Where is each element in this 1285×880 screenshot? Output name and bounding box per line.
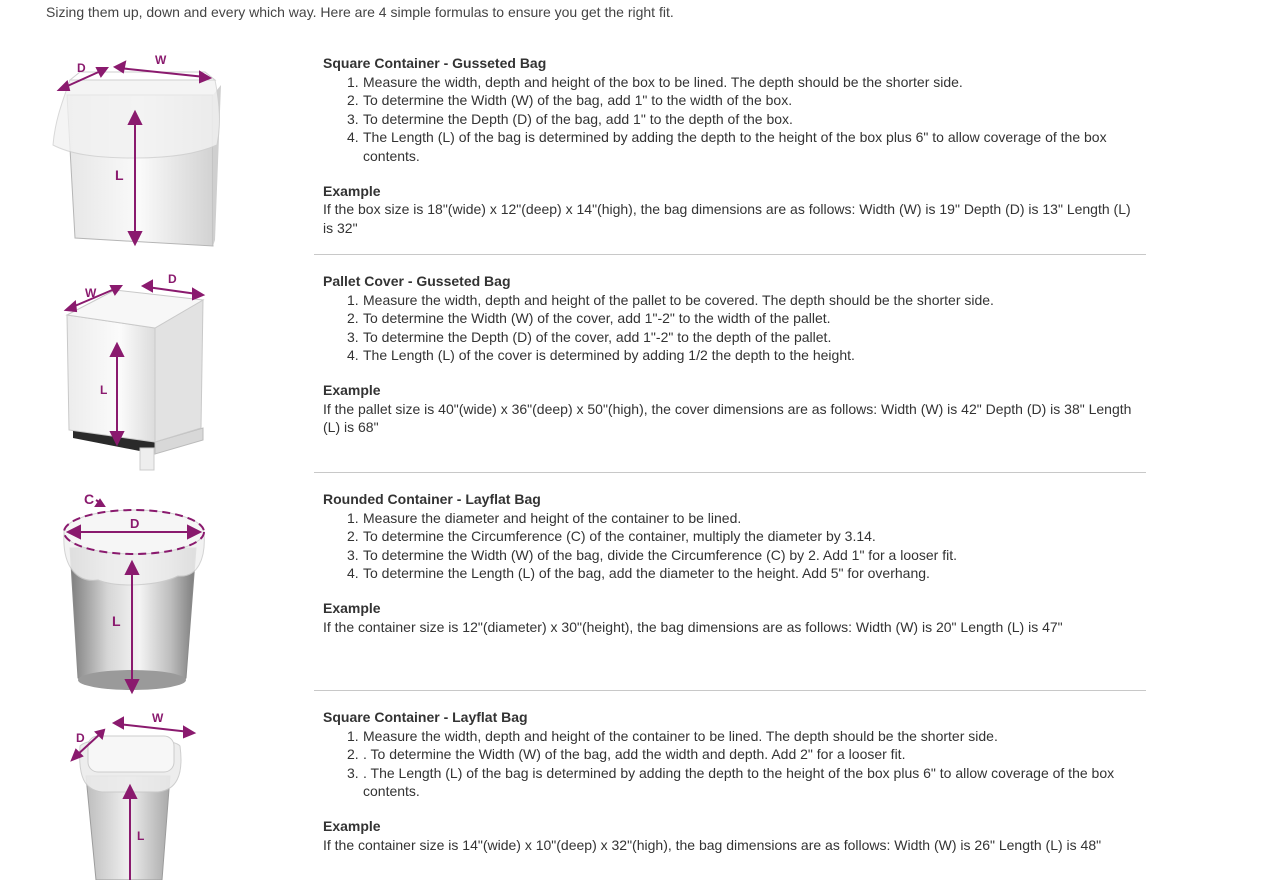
example-text: If the container size is 12"(diameter) x 30"(height), the bag dimensions are as follows: Width (W) is 20" Length (L) is 47" bbox=[323, 618, 1063, 635]
example-heading: Example bbox=[323, 599, 381, 616]
length-label: L bbox=[115, 167, 124, 183]
section-divider bbox=[314, 690, 1146, 691]
step-item: 2. . To determine the Width (W) of the bag, add the width and depth. Add 2" for a looser fit. bbox=[347, 746, 906, 763]
section-divider bbox=[314, 472, 1146, 473]
section-rounded-layflat bbox=[323, 490, 1138, 636]
section-title: Rounded Container - Layflat Bag bbox=[323, 491, 541, 507]
steps-list bbox=[323, 509, 1138, 583]
depth-label: D bbox=[168, 272, 177, 286]
steps-list bbox=[323, 291, 1138, 365]
example-text: If the container size is 14"(wide) x 10"(deep) x 32"(high), the bag dimensions are as follows: Width (W) is 26" Length (L) is 48" bbox=[323, 836, 1102, 853]
section-pallet-cover bbox=[323, 272, 1138, 437]
step-item: 2. To determine the Width (W) of the bag, add 1" to the width of the box. bbox=[347, 92, 793, 109]
rounded-container-illustration bbox=[58, 488, 258, 698]
example-text: If the pallet size is 40"(wide) x 36"(deep) x 50"(high), the cover dimensions are as follows: Width (W) is 42" Depth (D) is 38" Length (L) is 68" bbox=[323, 400, 1132, 436]
step-item: 2. To determine the Width (W) of the cover, add 1"-2" to the width of the pallet. bbox=[347, 310, 831, 327]
example-heading: Example bbox=[323, 817, 381, 834]
step-item: 4. The Length (L) of the bag is determined by adding the depth to the height of the box plus 6" to allow coverage of the box contents. bbox=[347, 129, 1107, 164]
width-label: W bbox=[155, 53, 167, 67]
section-square-layflat bbox=[323, 708, 1138, 854]
length-label: L bbox=[112, 613, 121, 629]
step-item: 1. Measure the diameter and height of the container to be lined. bbox=[347, 509, 742, 526]
section-divider bbox=[314, 254, 1146, 255]
steps-list bbox=[323, 727, 1138, 801]
step-item: 3. To determine the Width (W) of the bag, divide the Circumference (C) by 2. Add 1" for a looser fit. bbox=[347, 546, 958, 563]
step-item: 1. Measure the width, depth and height of the pallet to be covered. The depth should be the shorter side. bbox=[347, 291, 994, 308]
pallet-cover-icon bbox=[55, 270, 225, 475]
length-label: L bbox=[137, 829, 145, 843]
step-item: 3. . The Length (L) of the bag is determined by adding the depth to the height of the box plus 6" to allow coverage of the box contents. bbox=[347, 764, 1115, 800]
circumference-label: C bbox=[84, 491, 95, 507]
intro-text: Sizing them up, down and every which way. Here are 4 simple formulas to ensure you get the right fit. bbox=[46, 4, 674, 20]
section-title: Square Container - Layflat Bag bbox=[323, 709, 528, 725]
steps-list bbox=[323, 73, 1138, 166]
depth-label: D bbox=[77, 61, 86, 75]
step-item: 1. Measure the width, depth and height of the box to be lined. The depth should be the shorter side. bbox=[347, 73, 963, 90]
step-item: 1. Measure the width, depth and height of the container to be lined. The depth should be the shorter side. bbox=[347, 727, 998, 744]
example-heading: Example bbox=[323, 381, 381, 398]
diameter-label: D bbox=[130, 516, 140, 531]
square-layflat-illustration bbox=[62, 706, 262, 880]
box-bag-icon bbox=[45, 50, 225, 260]
step-item: 3. To determine the Depth (D) of the bag, add 1" to the depth of the box. bbox=[347, 110, 793, 127]
width-label: W bbox=[85, 286, 97, 300]
step-item: 3. To determine the Depth (D) of the cover, add 1"-2" to the depth of the pallet. bbox=[347, 328, 832, 345]
step-item: 4. The Length (L) of the cover is determined by adding 1/2 the depth to the height. bbox=[347, 347, 855, 364]
round-bin-icon bbox=[58, 488, 218, 698]
section-title: Pallet Cover - Gusseted Bag bbox=[323, 273, 511, 289]
pallet-cover-illustration bbox=[55, 270, 255, 475]
step-item: 4. To determine the Length (L) of the bag, add the diameter to the height. Add 5" for overhang. bbox=[347, 565, 930, 582]
square-bin-icon bbox=[62, 706, 212, 880]
example-text: If the box size is 18"(wide) x 12"(deep) x 14"(high), the bag dimensions are as follows: Width (W) is 19" Depth (D) is 13" Length (L) is 32" bbox=[323, 201, 1131, 236]
width-label: W bbox=[152, 711, 164, 725]
section-title: Square Container - Gusseted Bag bbox=[323, 55, 547, 71]
square-gusseted-bag-illustration bbox=[45, 50, 245, 260]
depth-label: D bbox=[76, 731, 85, 745]
section-square-gusseted bbox=[323, 54, 1138, 237]
length-label: L bbox=[100, 383, 108, 397]
example-heading: Example bbox=[323, 182, 381, 199]
step-item: 2. To determine the Circumference (C) of the container, multiply the diameter by 3.14. bbox=[347, 528, 876, 545]
